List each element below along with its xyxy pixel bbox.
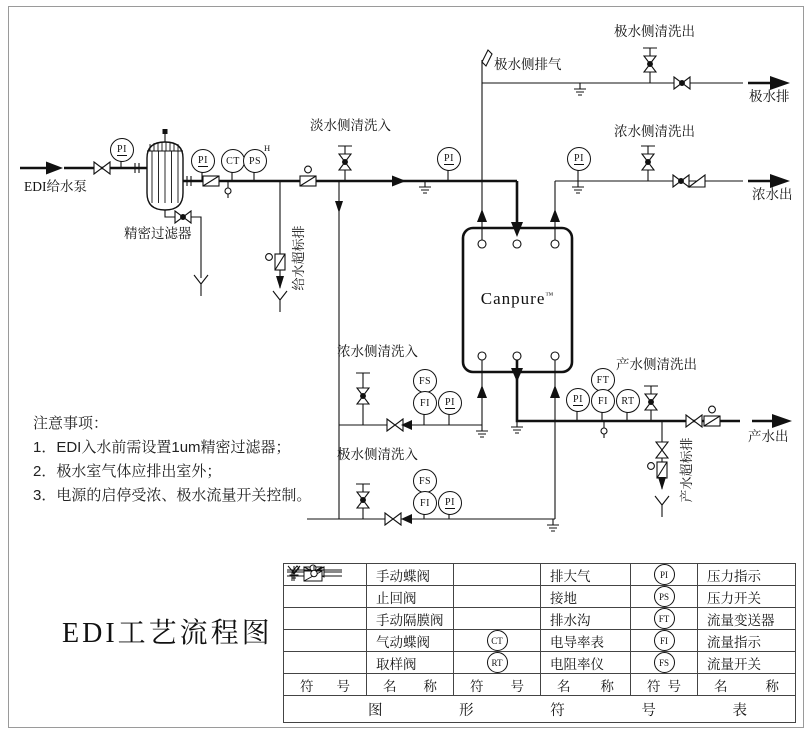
- legend-table-title: 图 形 符 号 表: [368, 702, 747, 719]
- fs-indicator: FS: [654, 652, 675, 673]
- diaphragm-valve-icon: [284, 608, 366, 629]
- pneumatic-valve-icon: [300, 166, 316, 186]
- legend-header-row: 符 号 名 称 符 号 名 称 符 号 名 称: [284, 674, 796, 696]
- rt-indicator: RT: [616, 389, 640, 413]
- diaphragm-valve-icon: [674, 77, 690, 89]
- ft-indicator: FT: [654, 608, 675, 629]
- legend-name: 排水沟: [541, 608, 631, 630]
- ground-icon: [454, 586, 540, 607]
- fs-indicator: FS: [413, 469, 437, 493]
- legend-name: 流量开关: [698, 652, 796, 674]
- legend-name: 手动蝶阀: [367, 564, 454, 586]
- legend-name: 压力指示: [698, 564, 796, 586]
- legend-name: 压力开关: [698, 586, 796, 608]
- fresh-clean-in-label: 淡水侧清洗入: [310, 118, 391, 133]
- vent-flag-icon: [454, 564, 540, 585]
- product-out-label: 产水出: [748, 429, 789, 444]
- diaphragm-valve-icon: [387, 419, 403, 431]
- clean-stub-valve-icon: [357, 492, 369, 508]
- pi-indicator: PI: [567, 147, 591, 171]
- legend-row: [284, 652, 796, 674]
- pneumatic-valve-icon: [648, 462, 667, 478]
- legend-name: 手动隔膜阀: [367, 608, 454, 630]
- diaphragm-valve-icon: [175, 211, 191, 223]
- filter-label: 精密过滤器: [124, 226, 192, 241]
- ct-indicator: CT: [487, 630, 508, 651]
- legend-title-row: [284, 696, 796, 723]
- butterfly-valve-icon: [203, 176, 219, 186]
- canpure-module-label: Canpure™: [480, 289, 555, 308]
- polar-clean-out-label: 极水侧清洗出: [614, 24, 695, 39]
- fi-indicator: FI: [654, 630, 675, 651]
- legend-row: [284, 630, 796, 652]
- clean-stub-valve-icon: [645, 394, 657, 410]
- product-clean-out-label: 产水侧清洗出: [616, 357, 697, 372]
- fs-indicator: FS: [413, 369, 437, 393]
- pneumatic-valve-icon: [704, 406, 720, 426]
- polar-clean-in-label: 极水侧清洗入: [337, 447, 418, 462]
- legend-name: 流量指示: [698, 630, 796, 652]
- clean-stub-valve-icon: [357, 388, 369, 404]
- pneumatic-valve-icon: [266, 254, 285, 270]
- notes-block: [33, 412, 311, 508]
- pneumatic-valve-icon: [284, 630, 366, 651]
- legend-name: 取样阀: [367, 652, 454, 674]
- clean-stub-valve-icon: [339, 154, 351, 170]
- legend-name: 气动蝶阀: [367, 630, 454, 652]
- pi-indicator: PI: [191, 149, 215, 173]
- legend-name: 接地: [541, 586, 631, 608]
- legend-name: 排大气: [541, 564, 631, 586]
- feed-over-drain-label: 给水超标排: [291, 225, 306, 291]
- check-valve-icon: [284, 586, 366, 607]
- pi-indicator: PI: [654, 564, 675, 585]
- sampling-valve-icon: [601, 428, 607, 434]
- drawing-title: EDI工艺流程图: [62, 618, 273, 649]
- clean-stub-valve-icon: [644, 56, 656, 72]
- rt-indicator: RT: [487, 652, 508, 673]
- ct-indicator: CT: [221, 149, 245, 173]
- fi-indicator: FI: [591, 389, 615, 413]
- pi-indicator: PI: [438, 391, 462, 415]
- filter-vent-icon: [163, 129, 168, 134]
- diaphragm-valve-icon: [656, 442, 668, 458]
- trademark-symbol: ™: [545, 290, 555, 300]
- legend-name: 止回阀: [367, 586, 454, 608]
- legend-name: 电阻率仪: [541, 652, 631, 674]
- pi-indicator: PI: [566, 388, 590, 412]
- legend-table: [283, 563, 796, 723]
- diaphragm-valve-icon: [686, 415, 702, 427]
- drain-y-icon: [454, 608, 540, 629]
- conc-clean-out-label: 浓水侧清洗出: [614, 124, 695, 139]
- diaphragm-valve-icon: [94, 162, 110, 174]
- ps-high-superscript: H: [264, 143, 271, 153]
- feed-pump-label: EDI给水泵: [24, 179, 87, 194]
- ft-indicator: FT: [591, 368, 615, 392]
- vent-flag-icon: [482, 50, 492, 66]
- pi-indicator: PI: [437, 147, 461, 171]
- clean-stub-valve-icon: [642, 154, 654, 170]
- sampling-valve-icon: [225, 188, 231, 194]
- legend-name: 电导率表: [541, 630, 631, 652]
- legend-name: 流量变送器: [698, 608, 796, 630]
- product-over-drain-label: 产水超标排: [679, 437, 694, 503]
- pi-indicator: PI: [438, 491, 462, 515]
- note-item: 2．极水室气体应排出室外；: [33, 463, 222, 480]
- fi-indicator: FI: [413, 491, 437, 515]
- legend-row: [284, 586, 796, 608]
- legend-row: [284, 564, 796, 586]
- polar-vent-label: 极水侧排气: [494, 57, 562, 72]
- legend-row: [284, 608, 796, 630]
- conc-clean-in-label: 浓水侧清洗入: [337, 344, 418, 359]
- polar-out-label: 极水排: [749, 89, 790, 104]
- ps-indicator: PS: [654, 586, 675, 607]
- sampling-valve-icon: [284, 652, 366, 673]
- ps-indicator: PS: [243, 149, 267, 173]
- pi-indicator: PI: [110, 138, 134, 162]
- note-item: 1．EDI入水前需设置1um精密过滤器；: [33, 439, 291, 456]
- conc-out-label: 浓水出: [752, 187, 793, 202]
- notes-title: 注意事项：: [33, 415, 109, 432]
- diaphragm-valve-icon: [385, 513, 401, 525]
- fi-indicator: FI: [413, 391, 437, 415]
- note-item: 3．电源的启停受浓、极水流量开关控制。: [33, 487, 312, 504]
- diaphragm-valve-icon: [673, 175, 689, 187]
